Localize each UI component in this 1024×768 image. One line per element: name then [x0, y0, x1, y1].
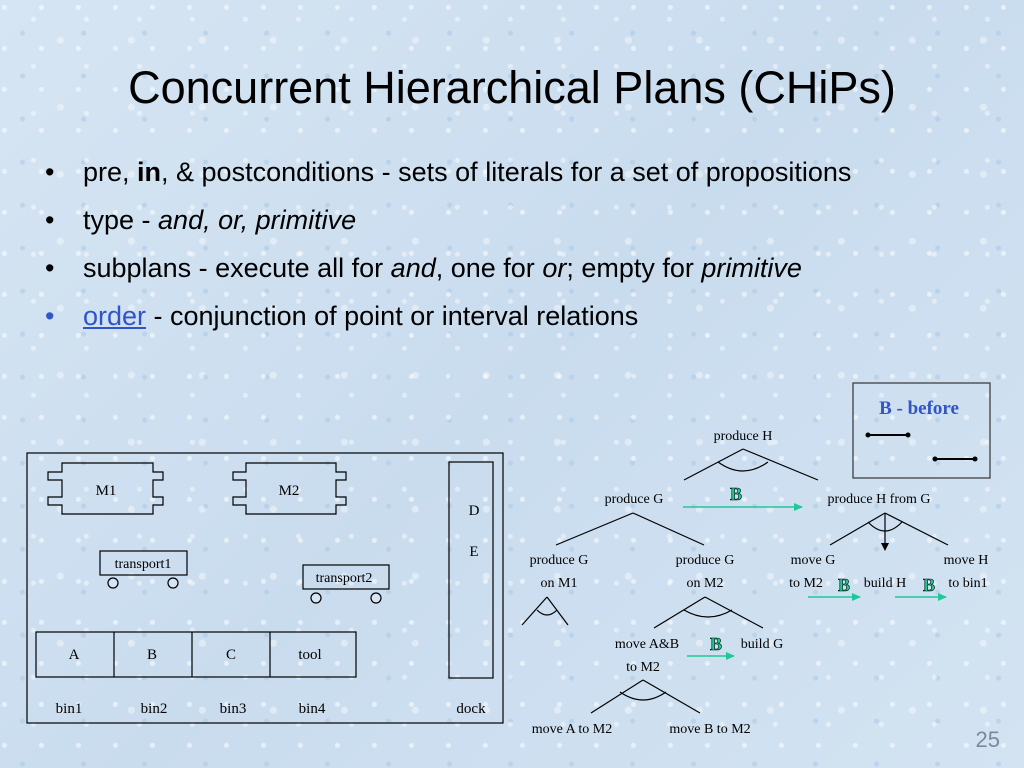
bin-content: C [225, 647, 237, 663]
bullet-conditions: • pre, in, & postconditions - sets of literals for a set of propositions [45, 153, 905, 191]
machine-label: M2 [278, 483, 300, 499]
bin-content: tool [298, 647, 322, 663]
node-move-g-line2: to M2 [789, 576, 823, 591]
node-move-b: move B to M2 [669, 722, 751, 737]
machine-m1 [48, 463, 163, 514]
plan-tree [522, 429, 988, 737]
legend-interval-b [933, 457, 978, 462]
node-move-h: move H [943, 553, 989, 568]
node-move-ab-line2: to M2 [626, 660, 660, 675]
transport-label: transport1 [114, 557, 172, 572]
bin-name: bin3 [219, 701, 247, 717]
bin-name: bin1 [55, 701, 83, 717]
node-move-h-line2: to bin1 [948, 576, 988, 591]
bullet-order: • order - conjunction of point or interval relations [45, 297, 905, 335]
legend-interval-a [866, 433, 911, 438]
dock-letter-e: E [469, 544, 479, 560]
node-produce-h: produce H [713, 429, 773, 444]
dock-letter-d: D [468, 503, 480, 519]
node-move-a: move A to M2 [531, 722, 613, 737]
bullet-subplans: • subplans - execute all for and, one for or; empty for primitive [45, 249, 905, 287]
before-marker: B [709, 634, 723, 654]
before-marker: B [729, 484, 743, 504]
dock-area [449, 462, 493, 678]
node-produce-g: produce G [604, 492, 664, 507]
node-produce-g-m1-line2: on M1 [540, 576, 578, 591]
slide-title: Concurrent Hierarchical Plans (CHiPs) [128, 62, 896, 113]
before-marker: B [837, 575, 851, 595]
before-marker: B [922, 575, 936, 595]
legend-box [853, 383, 990, 478]
bins-row [36, 632, 356, 677]
world-diagram [27, 453, 503, 723]
bullet-type: • type - and, or, primitive [45, 201, 905, 239]
bullet-marker: • [45, 157, 55, 187]
transport-label: transport2 [315, 571, 373, 586]
node-build-h: build H [863, 576, 907, 591]
order-link[interactable]: order [83, 301, 147, 331]
bin-name: bin4 [298, 701, 326, 717]
node-produce-g-m2-line2: on M2 [686, 576, 724, 591]
machine-m2 [233, 463, 346, 514]
node-move-g: move G [790, 553, 836, 568]
bullet-marker: • [45, 301, 55, 331]
bin-content: B [146, 647, 158, 663]
bin-name: bin2 [140, 701, 168, 717]
transport-1 [100, 551, 187, 588]
transport-2 [303, 565, 389, 603]
bullet-marker: • [45, 205, 55, 235]
legend-label: B - before [879, 398, 959, 419]
page-number: 25 [975, 727, 1000, 752]
node-produce-h-from-g: produce H from G [827, 492, 931, 507]
machine-label: M1 [95, 483, 117, 499]
node-produce-g-m2: produce G [675, 553, 735, 568]
node-build-g: build G [740, 637, 784, 652]
node-move-ab: move A&B [614, 637, 680, 652]
dock-label: dock [456, 701, 486, 717]
bin-content: A [68, 647, 80, 663]
bullet-marker: • [45, 253, 55, 283]
node-produce-g-m1: produce G [529, 553, 589, 568]
